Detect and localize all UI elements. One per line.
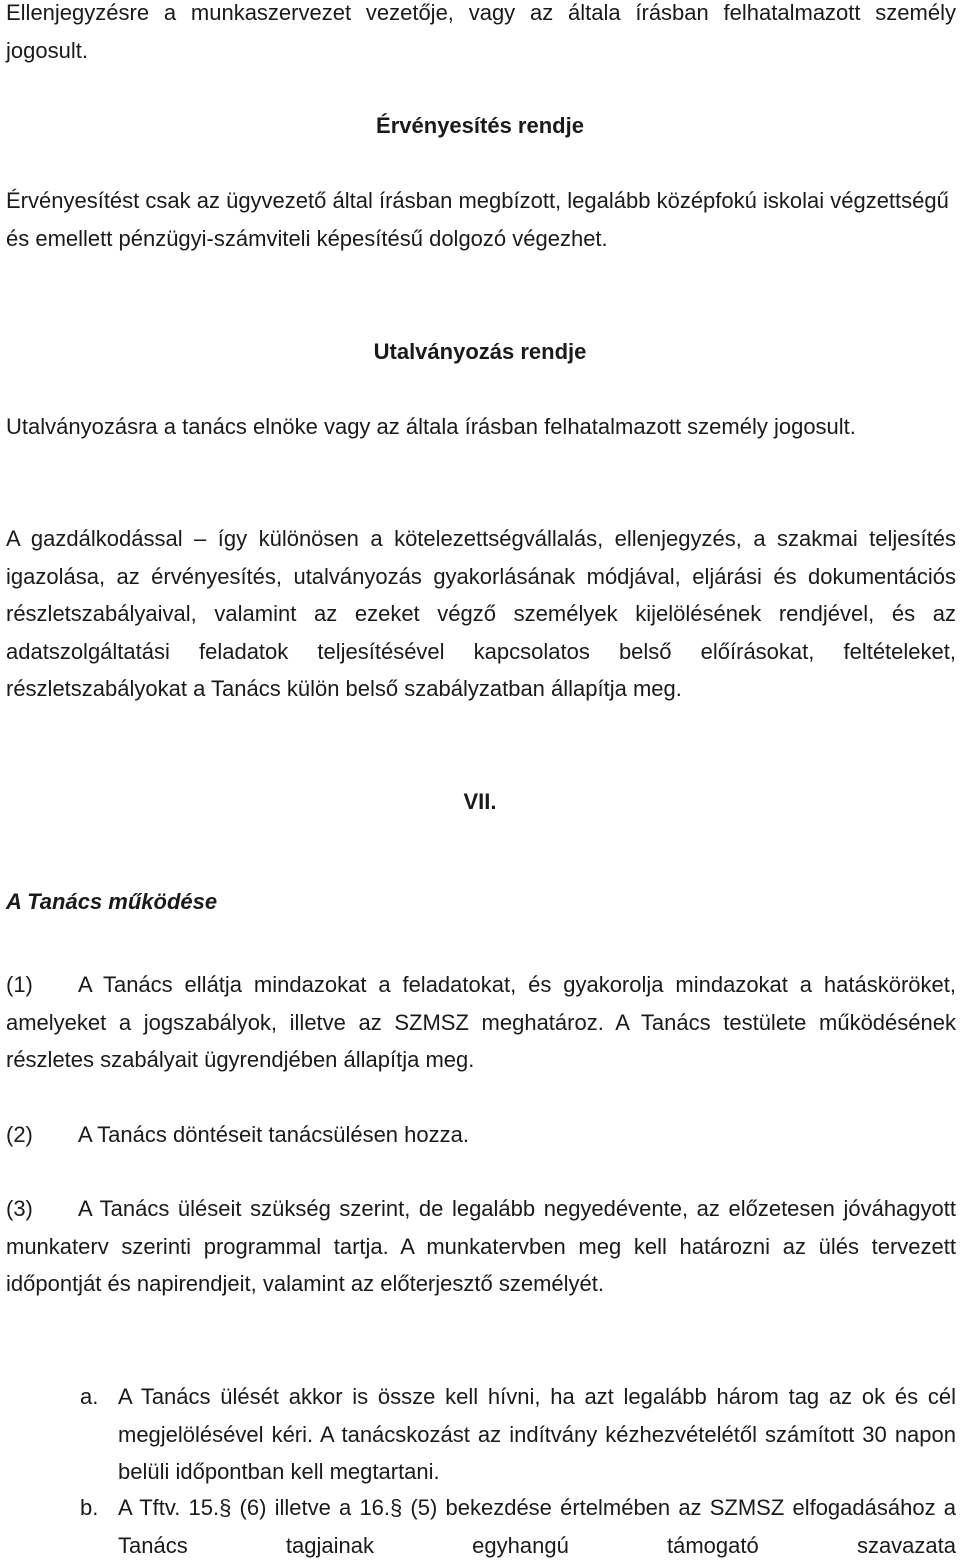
- paragraph-text: A Tanács döntéseit tanácsülésen hozza.: [78, 1122, 469, 1147]
- paragraph-number: (2): [6, 1122, 33, 1147]
- paragraph-text: A Tanács üléseit szükség szerint, de legalább negyedévente, az előzetesen jóváhagyott munkaterv szerinti programmal tartja. A munkatervben meg kell határozni az ülés tervezett időpontját és napirendjeit, valamint az előterjesztő személyét.: [6, 1196, 956, 1296]
- list-marker: b.: [80, 1495, 99, 1520]
- numbered-paragraph-3: [6, 1190, 956, 1303]
- paragraph-text: A Tanács ellátja mindazokat a feladatokat, és gyakorolja mindazokat a hatásköröket, amelyeket a jogszabályok, illetve az SZMSZ meghatároz. A Tanács testülete működésének részletes szabályait ügyrendjében állapítja meg.: [6, 972, 956, 1072]
- heading-tanacs-mukodese: A Tanács működése: [6, 889, 218, 914]
- numbered-paragraph-1: [6, 966, 956, 1079]
- heading-chapter-number: VII.: [463, 789, 497, 814]
- heading-utalvanyozas-rendje: Utalványozás rendje: [373, 339, 587, 364]
- list-marker: a.: [80, 1384, 99, 1409]
- paragraph-ervenyesites: Érvényesítést csak az ügyvezető által írásban megbízott, legalább középfokú iskolai végzettségű és emellett pénzügyi-számviteli képesítésű dolgozó végezhet.: [6, 188, 949, 251]
- list-item-text: A Tanács ülését akkor is össze kell hívni, ha azt legalább három tag az ok és cél megjelölésével kéri. A tanácskozást az indítvány kézhezvételétől számított 30 napon belüli időpontban kell megtartani.: [118, 1384, 956, 1484]
- paragraph-ellenjegyzes: Ellenjegyzésre a munkaszervezet vezetője, vagy az általa írásban felhatalmazott személy jogosult.: [6, 0, 956, 63]
- numbered-paragraph-2: [6, 1116, 956, 1154]
- list-item-b: [80, 1489, 956, 1564]
- paragraph-number: (1): [6, 972, 33, 997]
- paragraph-gazdalkodas: A gazdálkodással – így különösen a kötelezettségvállalás, ellenjegyzés, a szakmai teljesítés igazolása, az érvényesítés, utalványozás gyakorlásának módjával, eljárási és dokumentációs részletszabályaival, valamint az ezeket végző személyek kijelölésének rendjével, és az adatszolgáltatási feladatok teljesítésével kapcsolatos belső előírásokat, feltételeket, részletszabályokat a Tanács külön belső szabályzatban állapítja meg.: [6, 526, 956, 701]
- paragraph-utalvanyozas: Utalványozásra a tanács elnöke vagy az általa írásban felhatalmazott személy jogosult.: [6, 414, 856, 439]
- heading-ervenyesites-rendje: Érvényesítés rendje: [376, 113, 584, 138]
- paragraph-number: (3): [6, 1196, 33, 1221]
- list-item-a: [80, 1378, 956, 1491]
- list-item-text: A Tftv. 15.§ (6) illetve a 16.§ (5) bekezdése értelmében az SZMSZ elfogadásához a Tanács tagjainak egyhangú támogató szavazata: [118, 1495, 956, 1558]
